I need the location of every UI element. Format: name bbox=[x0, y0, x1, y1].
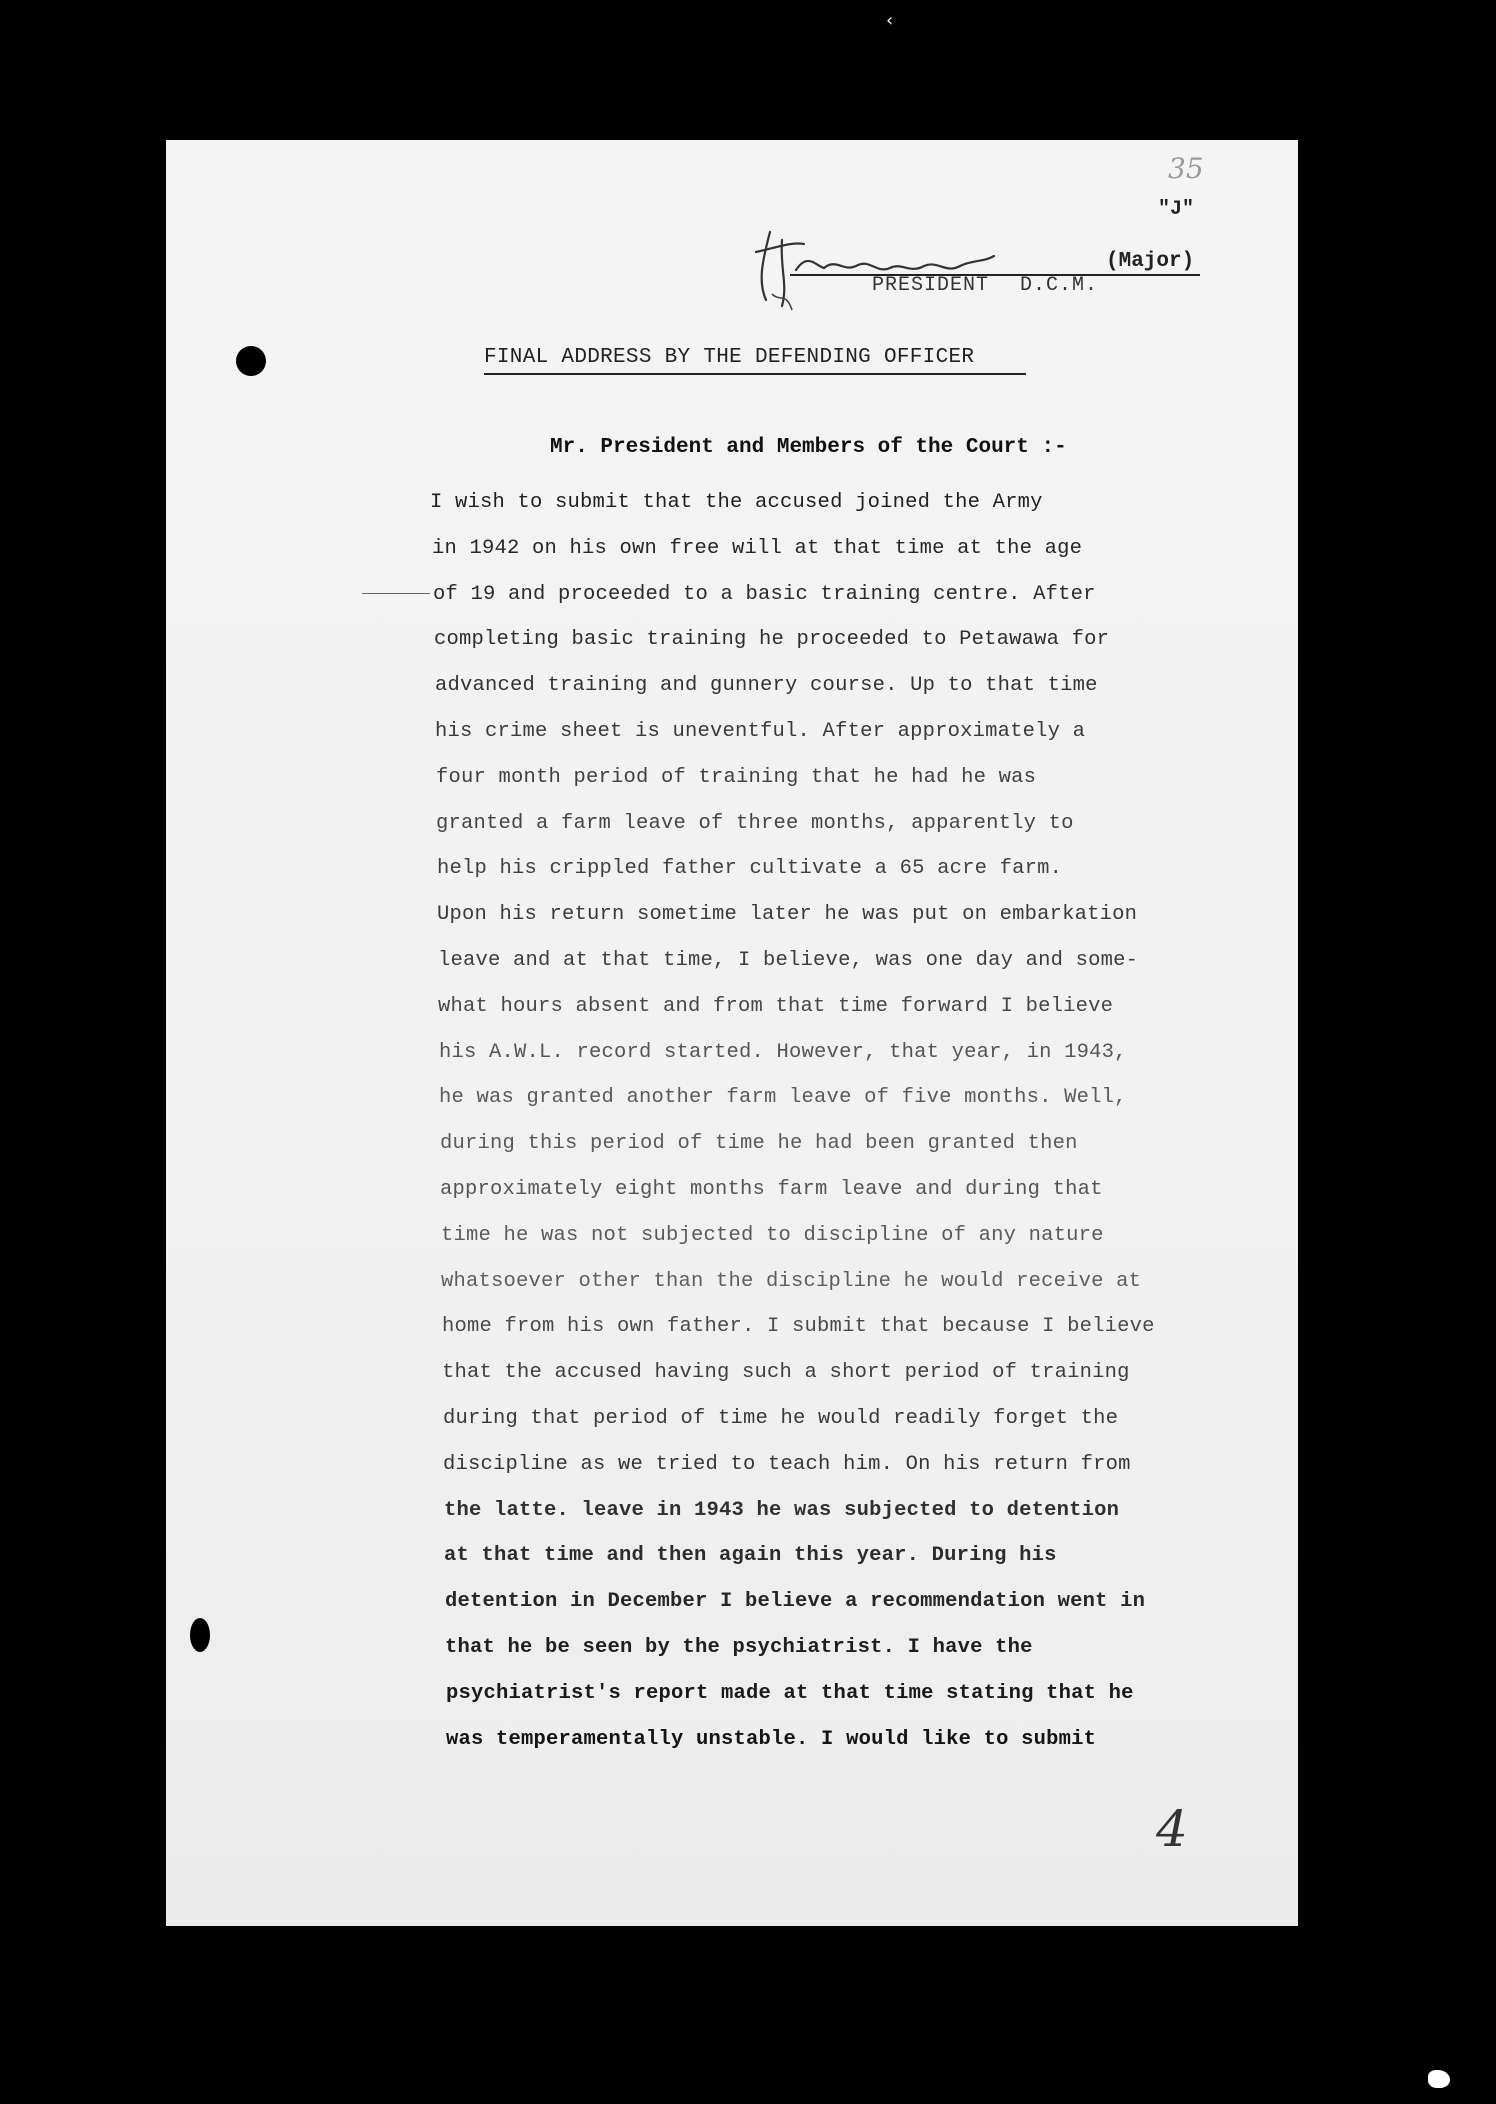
rank-label: (Major) bbox=[1106, 250, 1195, 273]
body-line: his A.W.L. record started. However, that year, in 1943, bbox=[439, 1040, 1127, 1064]
body-line: advanced training and gunnery course. Up to that time bbox=[435, 674, 1098, 698]
body-line: leave and at that time, I believe, was one day and some- bbox=[438, 948, 1139, 972]
body-line: that he be seen by the psychiatrist. I have the bbox=[445, 1635, 1033, 1659]
body-line: I wish to submit that the accused joined the Army bbox=[430, 491, 1043, 514]
body-line: was temperamentally unstable. I would like to submit bbox=[446, 1727, 1097, 1751]
handwritten-page-number: 35 bbox=[1168, 152, 1204, 185]
binder-hole bbox=[236, 346, 266, 376]
body-line: help his crippled father cultivate a 65 acre farm. bbox=[437, 857, 1063, 881]
page-edge-notch bbox=[190, 1618, 210, 1652]
body-line: home from his own father. I submit that because I believe bbox=[442, 1315, 1155, 1339]
body-line: that the accused having such a short period of training bbox=[442, 1361, 1130, 1385]
body-line: what hours absent and from that time forward I believe bbox=[438, 994, 1114, 1018]
body-line: time he was not subjected to discipline of any nature bbox=[441, 1223, 1104, 1247]
body-line: during that period of time he would readily forget the bbox=[443, 1406, 1119, 1430]
body-line: four month period of training that he had he was bbox=[436, 765, 1037, 789]
body-line: completing basic training he proceeded to Petawawa for bbox=[434, 628, 1110, 652]
body-line: in 1942 on his own free will at that time at the age bbox=[432, 536, 1083, 560]
address-body bbox=[430, 480, 1270, 1762]
body-line: he was granted another farm leave of five months. Well, bbox=[439, 1086, 1127, 1110]
exhibit-label: "J" bbox=[1158, 198, 1195, 221]
body-line: granted a farm leave of three months, apparently to bbox=[436, 811, 1074, 835]
salutation: Mr. President and Members of the Court :- bbox=[550, 436, 1067, 459]
body-line: during this period of time he had been granted then bbox=[440, 1132, 1078, 1156]
document-heading: FINAL ADDRESS BY THE DEFENDING OFFICER bbox=[484, 346, 1026, 375]
body-line: approximately eight months farm leave and during that bbox=[440, 1177, 1103, 1201]
body-line: Upon his return sometime later he was put on embarkation bbox=[437, 903, 1138, 927]
signature-role-line: PRESIDENT D.C.M. bbox=[872, 274, 1099, 297]
body-line: detention in December I believe a recommendation went in bbox=[445, 1590, 1146, 1614]
handwritten-page-number-bottom: 4 bbox=[1156, 1800, 1188, 1858]
body-line: his crime sheet is uneventful. After approximately a bbox=[435, 719, 1086, 743]
body-line: whatsoever other than the discipline he would receive at bbox=[441, 1269, 1142, 1293]
president-signature bbox=[752, 222, 1002, 312]
body-line: discipline as we tried to teach him. On his return from bbox=[443, 1452, 1131, 1476]
scan-speck bbox=[1428, 2070, 1450, 2088]
body-line: of 19 and proceeded to a basic training centre. After bbox=[433, 582, 1096, 606]
body-line: at that time and then again this year. During his bbox=[444, 1544, 1057, 1568]
body-line: the latte. leave in 1943 he was subjected to detention bbox=[444, 1498, 1120, 1522]
margin-tick-mark bbox=[362, 593, 430, 594]
scan-corner-mark: ‹ bbox=[886, 10, 894, 31]
body-line: psychiatrist's report made at that time stating that he bbox=[446, 1681, 1134, 1705]
